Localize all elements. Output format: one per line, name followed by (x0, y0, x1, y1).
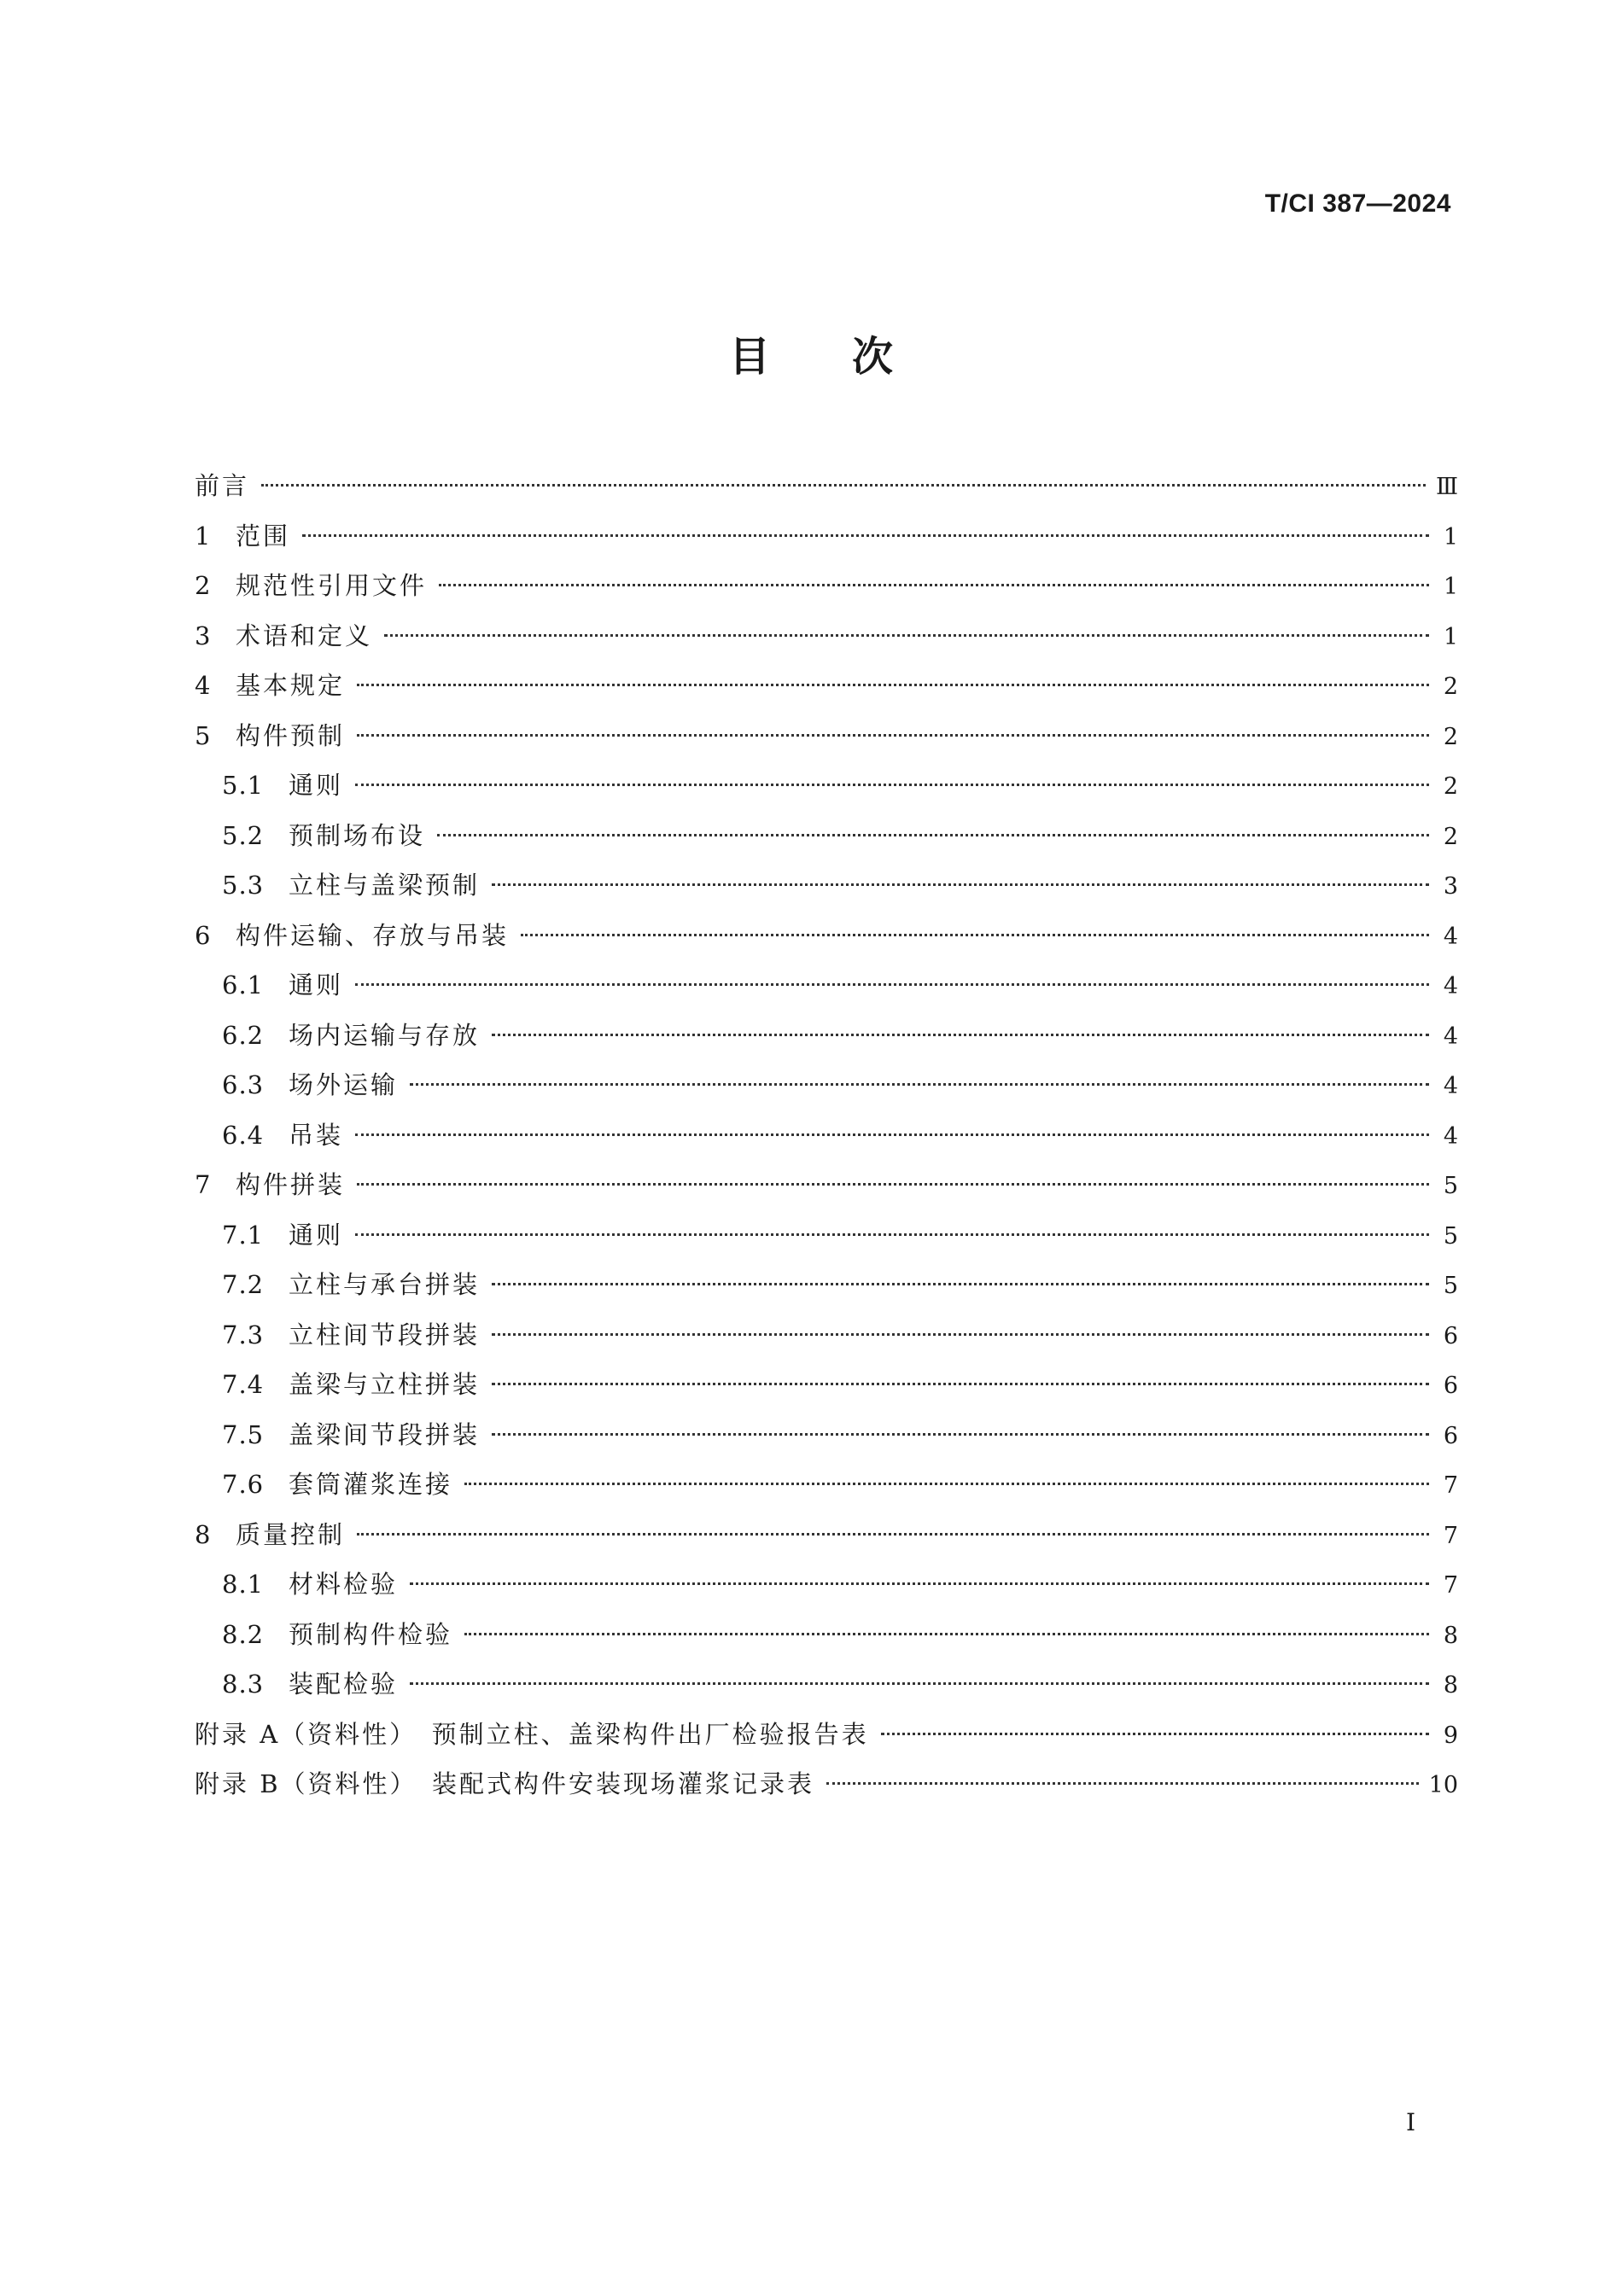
title-char-1: 目 (728, 333, 770, 381)
toc-entry-page: 6 (1443, 1322, 1458, 1349)
dot-leader (355, 1233, 1429, 1236)
toc-entry[interactable] (195, 1210, 1458, 1261)
toc-entry-number: 7.6 (222, 1470, 265, 1499)
toc-entry-number: 5.1 (222, 771, 265, 800)
toc-entry-label: 前言 (195, 471, 250, 500)
dot-leader (439, 584, 1429, 586)
toc-entry-label: 构件预制 (236, 720, 346, 750)
toc-entry-page: 4 (1443, 1073, 1458, 1099)
toc-entry-label: 场内运输与存放 (289, 1020, 481, 1050)
toc-entry-label: 通则 (289, 1220, 344, 1250)
toc-entry-page: 4 (1443, 923, 1458, 950)
toc-entry-label: 吊装 (289, 1120, 344, 1150)
dot-leader (464, 1633, 1429, 1635)
toc-entry-label: 立柱与盖梁预制 (289, 871, 481, 900)
toc-entry-number: 7.2 (222, 1270, 265, 1299)
toc-entry-label: 场外运输 (289, 1070, 399, 1099)
toc-entry-label: 基本规定 (236, 671, 346, 700)
toc-entry[interactable] (195, 1160, 1458, 1210)
toc-entry-page: 2 (1443, 823, 1458, 850)
table-of-contents (195, 461, 1458, 1809)
toc-entry-number: 4 (195, 671, 212, 700)
toc-entry[interactable] (195, 561, 1458, 611)
toc-entry[interactable] (195, 1310, 1458, 1361)
toc-entry-label: 规范性引用文件 (236, 571, 428, 600)
toc-entry-page: 6 (1443, 1372, 1458, 1399)
toc-entry-number: 5.3 (222, 871, 265, 900)
toc-entry-page: 5 (1443, 1273, 1458, 1299)
toc-entry[interactable] (195, 711, 1458, 761)
toc-entry-page: 1 (1443, 623, 1458, 650)
dot-leader (521, 934, 1429, 936)
dot-leader (410, 1682, 1429, 1685)
toc-entry[interactable] (195, 960, 1458, 1011)
dot-leader (302, 534, 1429, 537)
dot-leader (437, 834, 1429, 836)
dot-leader (384, 634, 1429, 637)
dot-leader (492, 1283, 1429, 1285)
toc-entry-label: 术语和定义 (236, 621, 373, 650)
toc-entry-label: 立柱与承台拼装 (289, 1270, 481, 1299)
toc-entry[interactable] (195, 1510, 1458, 1560)
toc-entry[interactable] (195, 1060, 1458, 1110)
dot-leader (357, 1533, 1429, 1536)
toc-entry-label: 预制构件检验 (289, 1619, 453, 1649)
toc-entry-page: 1 (1443, 574, 1458, 600)
toc-entry[interactable] (195, 1360, 1458, 1410)
toc-entry-number: 8.2 (222, 1619, 265, 1649)
toc-entry-page: 7 (1443, 1522, 1458, 1549)
toc-entry-label: 通则 (289, 970, 344, 999)
toc-entry-page: 4 (1443, 1122, 1458, 1150)
toc-entry-number: 7.4 (222, 1370, 265, 1399)
toc-entry[interactable] (195, 1759, 1458, 1809)
toc-entry[interactable] (195, 1659, 1458, 1710)
dot-leader (357, 734, 1429, 737)
toc-entry-number: 3 (195, 621, 212, 650)
toc-entry-label: 盖梁与立柱拼装 (289, 1370, 481, 1399)
dot-leader (464, 1483, 1429, 1485)
toc-entry-label: 附录 A（资料性） 预制立柱、盖梁构件出厂检验报告表 (195, 1719, 869, 1749)
toc-entry[interactable] (195, 860, 1458, 911)
toc-entry[interactable] (195, 611, 1458, 661)
toc-entry[interactable] (195, 1460, 1458, 1510)
dot-leader (355, 784, 1429, 786)
toc-entry-number: 7 (195, 1170, 212, 1199)
dot-leader (410, 1582, 1429, 1585)
toc-entry-page: 4 (1443, 1023, 1458, 1050)
toc-entry-label: 附录 B（资料性） 装配式构件安装现场灌浆记录表 (195, 1769, 815, 1798)
toc-entry[interactable] (195, 461, 1458, 511)
toc-entry-label: 装配检验 (289, 1670, 399, 1699)
toc-entry[interactable] (195, 1559, 1458, 1610)
toc-entry-page: 8 (1443, 1622, 1458, 1649)
title-char-2: 次 (852, 333, 894, 381)
toc-entry-page: 5 (1443, 1173, 1458, 1199)
toc-entry-page: 4 (1443, 973, 1458, 999)
toc-entry-label: 通则 (289, 771, 344, 800)
toc-entry-label: 立柱间节段拼装 (289, 1320, 481, 1349)
toc-entry-label: 构件运输、存放与吊装 (236, 920, 510, 950)
dot-leader (826, 1782, 1419, 1785)
toc-entry-number: 5 (195, 720, 212, 750)
toc-entry-number: 6.2 (222, 1020, 265, 1050)
toc-entry-number: 6 (195, 920, 212, 950)
toc-entry[interactable] (195, 1710, 1458, 1760)
toc-entry-label: 材料检验 (289, 1570, 399, 1599)
dot-leader (492, 1034, 1429, 1036)
toc-entry-page: 5 (1443, 1222, 1458, 1250)
toc-entry-page: 8 (1443, 1672, 1458, 1699)
standard-code: T/CI 387—2024 (1264, 189, 1451, 218)
toc-entry-number: 7.1 (222, 1220, 265, 1250)
toc-entry-label: 预制场布设 (289, 820, 426, 850)
toc-entry-number: 7.3 (222, 1320, 265, 1349)
toc-entry-page: 3 (1443, 873, 1458, 900)
toc-entry-page: 7 (1443, 1572, 1458, 1599)
toc-entry-label: 构件拼装 (236, 1170, 346, 1199)
toc-entry-page: Ⅲ (1435, 474, 1458, 500)
toc-entry-page: 2 (1443, 723, 1458, 750)
dot-leader (357, 1183, 1429, 1186)
toc-entry-number: 2 (195, 571, 212, 600)
page-title (0, 331, 1622, 382)
toc-entry-page: 9 (1443, 1722, 1458, 1749)
dot-leader (261, 484, 1426, 487)
toc-entry-page: 2 (1443, 773, 1458, 800)
toc-entry-number: 8 (195, 1519, 212, 1549)
toc-entry[interactable] (195, 1610, 1458, 1660)
dot-leader (492, 1383, 1429, 1385)
toc-entry[interactable] (195, 1110, 1458, 1161)
toc-entry[interactable] (195, 1011, 1458, 1061)
toc-entry[interactable] (195, 511, 1458, 562)
toc-entry-page: 1 (1443, 523, 1458, 551)
toc-entry-page: 10 (1428, 1772, 1458, 1798)
toc-entry-number: 6.1 (222, 970, 265, 999)
toc-entry-number: 6.4 (222, 1120, 265, 1150)
toc-entry-page: 2 (1443, 673, 1458, 700)
toc-entry[interactable] (195, 661, 1458, 711)
dot-leader (410, 1083, 1429, 1086)
toc-entry-number: 8.1 (222, 1570, 265, 1599)
dot-leader (355, 983, 1429, 986)
toc-entry-label: 盖梁间节段拼装 (289, 1419, 481, 1449)
toc-entry-number: 5.2 (222, 820, 265, 850)
dot-leader (492, 883, 1429, 886)
page-number: Ⅰ (1405, 2108, 1415, 2136)
toc-entry[interactable] (195, 1260, 1458, 1310)
toc-entry-page: 6 (1443, 1422, 1458, 1449)
toc-entry-label: 套筒灌浆连接 (289, 1470, 453, 1499)
dot-leader (355, 1133, 1429, 1136)
toc-entry-label: 范围 (236, 521, 291, 551)
toc-entry-number: 8.3 (222, 1670, 265, 1699)
toc-entry[interactable] (195, 1410, 1458, 1460)
toc-entry-label: 质量控制 (236, 1519, 346, 1549)
toc-entry[interactable] (195, 811, 1458, 861)
dot-leader (492, 1433, 1429, 1436)
toc-entry-number: 6.3 (222, 1070, 265, 1099)
toc-entry[interactable] (195, 760, 1458, 811)
dot-leader (492, 1333, 1429, 1336)
toc-entry-page: 7 (1443, 1472, 1458, 1499)
dot-leader (881, 1733, 1429, 1735)
toc-entry-number: 7.5 (222, 1419, 265, 1449)
toc-entry-number: 1 (195, 521, 212, 551)
dot-leader (357, 684, 1429, 686)
toc-entry[interactable] (195, 911, 1458, 961)
